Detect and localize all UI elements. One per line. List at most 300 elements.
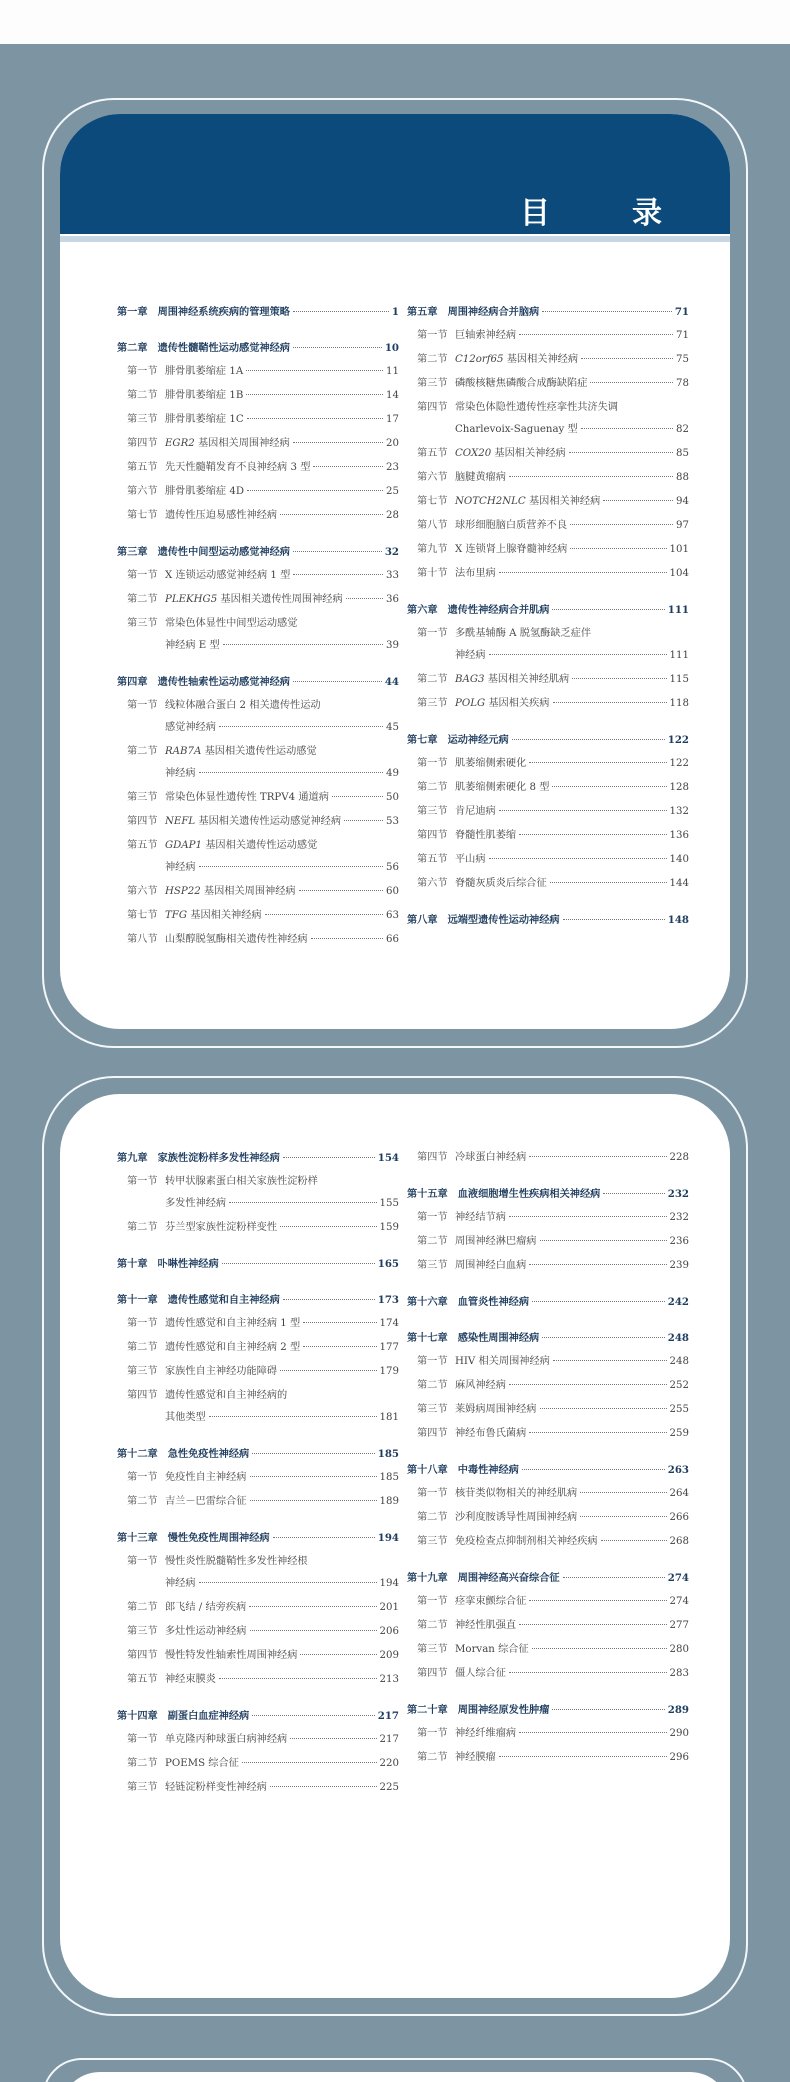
section-entry[interactable] [117, 456, 399, 480]
leader-dots [489, 858, 667, 859]
section-title-line [165, 1216, 399, 1240]
section-number: 第三节 [127, 414, 158, 425]
section-title-line [165, 1776, 399, 1800]
leader-dots [246, 370, 383, 371]
section-entry[interactable] [117, 384, 399, 408]
section-body [455, 1398, 689, 1422]
section-title-line [455, 1206, 689, 1230]
page-number: 118 [669, 698, 689, 709]
section-entry[interactable] [407, 1398, 689, 1422]
chapter-number: 第五章 [407, 306, 438, 318]
section-title-line [165, 1170, 399, 1194]
section-title: 家族性自主神经功能障碍 [165, 1366, 278, 1377]
section-title: 神经病 [455, 650, 486, 661]
page-number: 144 [669, 878, 689, 889]
leader-dots [273, 1537, 375, 1538]
chapter-entry[interactable] [407, 1326, 689, 1350]
section-title: 转甲状腺素蛋白相关家族性淀粉样 [165, 1176, 318, 1187]
section-title: 冷球蛋白神经病 [455, 1152, 527, 1163]
section-title: 沙利度胺诱导性周围神经病 [455, 1512, 578, 1523]
page-number: 75 [676, 354, 689, 365]
section-number: 第一节 [127, 1318, 158, 1329]
section-entry[interactable] [407, 466, 689, 490]
section-title: 遗传性感觉和自主神经病的 [165, 1390, 288, 1401]
section-title-line [165, 1312, 399, 1336]
section-number: 第四节 [127, 1650, 158, 1661]
section-title-line [165, 360, 399, 384]
section-number: 第三节 [127, 1626, 158, 1637]
section-number: 第二节 [127, 746, 158, 757]
section-entry[interactable] [117, 1466, 399, 1490]
section-entry[interactable] [407, 1206, 689, 1230]
page-number: 115 [669, 674, 689, 685]
section-number: 第六节 [417, 878, 448, 889]
section-number: 第三节 [417, 378, 448, 389]
page-number: 189 [379, 1496, 399, 1507]
gene-name: POLG [455, 698, 486, 709]
section-entry[interactable] [117, 1728, 399, 1752]
leader-dots [280, 1370, 376, 1371]
section-number: 第二节 [417, 354, 448, 365]
page-number: 174 [379, 1318, 399, 1329]
page-number: 274 [667, 1572, 689, 1584]
section-entry[interactable] [117, 880, 399, 904]
leader-dots [229, 1202, 376, 1203]
section-body [455, 1590, 689, 1614]
page-number: 259 [669, 1428, 689, 1439]
section-title: BAG3 基因相关神经肌病 [455, 674, 570, 685]
section-entry[interactable] [407, 1746, 689, 1770]
page-number: 49 [386, 768, 399, 779]
chapter-group [117, 1146, 399, 1240]
toc-page-3 [60, 2072, 730, 2082]
section-entry[interactable] [407, 848, 689, 872]
chapter-group [117, 1442, 399, 1514]
section-number: 第一节 [127, 1734, 158, 1745]
page-number: 289 [667, 1704, 689, 1716]
section-entry[interactable] [117, 1216, 399, 1240]
chapter-title: 遗传性髓鞘性运动感觉神经病 [157, 342, 290, 354]
page-number: 194 [377, 1532, 399, 1544]
section-entry[interactable] [117, 1312, 399, 1336]
section-entry[interactable] [117, 480, 399, 504]
toc-column-left [117, 1146, 399, 1800]
page-number: 111 [667, 604, 689, 616]
section-body [165, 384, 399, 408]
section-body [455, 1422, 689, 1446]
chapter-number: 第七章 [407, 734, 438, 746]
chapter-title: 遗传性中间型运动感觉神经病 [157, 546, 290, 558]
chapter-entry[interactable] [407, 1290, 689, 1314]
section-title-line [455, 442, 689, 466]
section-number: 第三节 [417, 1404, 448, 1415]
section-body [455, 372, 689, 396]
section-body [165, 432, 399, 456]
chapter-entry[interactable] [407, 598, 689, 622]
section-body [165, 1312, 399, 1336]
page-number: 277 [669, 1620, 689, 1631]
chapter-entry[interactable] [117, 300, 399, 324]
section-body [455, 872, 689, 896]
page-number: 45 [386, 722, 399, 733]
section-title-line [165, 1644, 399, 1668]
page-number: 1 [391, 306, 399, 318]
toc-column-right [407, 300, 689, 932]
section-entry[interactable] [407, 1254, 689, 1278]
section-entry[interactable] [117, 1170, 399, 1216]
section-body [455, 348, 689, 372]
section-entry[interactable] [117, 408, 399, 432]
gene-name: COX20 [455, 448, 492, 459]
section-entry[interactable] [117, 1550, 399, 1596]
section-title-line [165, 1406, 399, 1430]
leader-dots [553, 702, 667, 703]
section-title: 神经病 E 型 [165, 640, 220, 651]
section-title: 肌萎缩侧索硬化 [455, 758, 527, 769]
leader-dots [265, 914, 383, 915]
page-number: 17 [386, 414, 399, 425]
gene-name: GDAP1 [165, 840, 202, 851]
section-entry[interactable] [407, 538, 689, 562]
section-number: 第八节 [417, 520, 448, 531]
page-number: 225 [379, 1782, 399, 1793]
section-entry[interactable] [117, 432, 399, 456]
section-body [165, 1170, 399, 1216]
section-body [455, 1206, 689, 1230]
chapter-group [407, 1146, 689, 1170]
section-entry[interactable] [407, 872, 689, 896]
chapter-entry[interactable] [117, 336, 399, 360]
section-entry[interactable] [117, 360, 399, 384]
section-entry[interactable] [407, 1146, 689, 1170]
section-title-line [165, 716, 399, 740]
leader-dots [293, 574, 383, 575]
section-title: 周围神经白血病 [455, 1260, 527, 1271]
toc-page-2 [60, 1094, 730, 1998]
page-number: 122 [669, 758, 689, 769]
section-title-line [165, 1466, 399, 1490]
section-entry[interactable] [407, 776, 689, 800]
leader-dots [550, 882, 667, 883]
section-entry[interactable] [117, 928, 399, 952]
leader-dots [219, 1678, 377, 1679]
chapter-group [117, 670, 399, 952]
section-entry[interactable] [407, 1482, 689, 1506]
chapter-entry[interactable] [117, 670, 399, 694]
leader-dots [313, 466, 383, 467]
chapter-entry[interactable] [117, 1526, 399, 1550]
section-entry[interactable] [407, 692, 689, 716]
leader-dots [293, 347, 382, 348]
leader-dots [532, 1301, 665, 1302]
section-title-line [455, 418, 689, 442]
leader-dots [222, 1263, 375, 1264]
section-number: 第二节 [417, 674, 448, 685]
section-entry[interactable] [117, 1668, 399, 1692]
section-title-line [165, 1572, 399, 1596]
leader-dots [601, 1540, 667, 1541]
section-entry[interactable] [407, 372, 689, 396]
chapter-entry[interactable] [407, 1698, 689, 1722]
section-body [165, 1596, 399, 1620]
chapter-entry[interactable] [117, 1146, 399, 1170]
section-body [165, 1490, 399, 1514]
section-entry[interactable] [117, 1360, 399, 1384]
section-entry[interactable] [407, 562, 689, 586]
page-number: 236 [669, 1236, 689, 1247]
page-number: 32 [384, 546, 399, 558]
section-title: 芬兰型家族性淀粉样变性 [165, 1222, 278, 1233]
section-entry[interactable] [117, 904, 399, 928]
section-title: 轻链淀粉样变性神经病 [165, 1782, 267, 1793]
section-title: X 连锁肾上腺脊髓神经病 [455, 544, 568, 555]
leader-dots [283, 1299, 375, 1300]
section-entry[interactable] [117, 1776, 399, 1800]
section-entry[interactable] [407, 1374, 689, 1398]
leader-dots [509, 1672, 667, 1673]
section-entry[interactable] [407, 1590, 689, 1614]
section-body [165, 740, 399, 786]
section-entry[interactable] [407, 1350, 689, 1374]
chapter-entry[interactable] [407, 728, 689, 752]
section-entry[interactable] [407, 1422, 689, 1446]
banner-stripe [60, 236, 730, 242]
section-number: 第七节 [127, 910, 158, 921]
section-title-line [455, 1482, 689, 1506]
section-entry[interactable] [407, 324, 689, 348]
page-number: 255 [669, 1404, 689, 1415]
leader-dots [529, 1264, 666, 1265]
section-title: 球形细胞脑白质营养不良 [455, 520, 568, 531]
chapter-entry[interactable] [117, 540, 399, 564]
section-number: 第七节 [127, 510, 158, 521]
section-entry[interactable] [407, 1662, 689, 1686]
section-title: NEFL 基因相关遗传性运动感觉神经病 [165, 816, 342, 827]
section-title-line [455, 622, 689, 646]
chapter-title: 遗传性轴索性运动感觉神经病 [157, 676, 290, 688]
chapter-group [117, 1288, 399, 1430]
page-number: 71 [674, 306, 689, 318]
section-body [455, 1530, 689, 1554]
chapter-group [407, 1698, 689, 1770]
section-number: 第一节 [127, 1472, 158, 1483]
page-number: 71 [676, 330, 689, 341]
leader-dots [300, 1654, 376, 1655]
section-body [455, 490, 689, 514]
chapter-entry[interactable] [117, 1704, 399, 1728]
chapter-group [407, 728, 689, 896]
section-title-line [165, 694, 399, 718]
chapter-group [117, 1252, 399, 1276]
gene-name: NOTCH2NLC [455, 496, 526, 507]
chapter-group [407, 1566, 689, 1686]
section-entry[interactable] [117, 1490, 399, 1514]
section-entry[interactable] [117, 1596, 399, 1620]
section-title-line [165, 1596, 399, 1620]
section-entry[interactable] [407, 824, 689, 848]
chapter-entry[interactable] [117, 1288, 399, 1312]
section-entry[interactable] [117, 810, 399, 834]
leader-dots [199, 866, 383, 867]
section-title-line [455, 1614, 689, 1638]
section-number: 第五节 [127, 1674, 158, 1685]
leader-dots [489, 654, 667, 655]
section-title: 神经性肌强直 [455, 1620, 517, 1631]
section-number: 第三节 [127, 792, 158, 803]
section-entry[interactable] [117, 694, 399, 740]
section-body [455, 622, 689, 668]
section-entry[interactable] [407, 442, 689, 466]
section-title-line [455, 1662, 689, 1686]
page-number: 206 [379, 1626, 399, 1637]
section-entry[interactable] [407, 514, 689, 538]
section-number: 第三节 [417, 1260, 448, 1271]
section-entry[interactable] [117, 1644, 399, 1668]
section-number: 第二节 [417, 1512, 448, 1523]
leader-dots [280, 1226, 376, 1227]
page-number: 239 [669, 1260, 689, 1271]
section-entry[interactable] [407, 1506, 689, 1530]
leader-dots [532, 1648, 667, 1649]
chapter-number: 第十五章 [407, 1188, 448, 1200]
leader-dots [242, 1762, 377, 1763]
section-number: 第二节 [127, 1758, 158, 1769]
chapter-title: 血管炎性神经病 [457, 1296, 530, 1308]
section-entry[interactable] [117, 1752, 399, 1776]
section-title-line [455, 1722, 689, 1746]
chapter-entry[interactable] [407, 300, 689, 324]
page-number: 136 [669, 830, 689, 841]
section-entry[interactable] [117, 588, 399, 612]
section-entry[interactable] [117, 1384, 399, 1430]
section-entry[interactable] [117, 740, 399, 786]
leader-dots [581, 428, 673, 429]
page-number: 217 [379, 1734, 399, 1745]
section-entry[interactable] [407, 1530, 689, 1554]
page-number: 39 [386, 640, 399, 651]
section-entry[interactable] [117, 1620, 399, 1644]
section-title-line [455, 1590, 689, 1614]
section-body [455, 1146, 689, 1170]
chapter-group [407, 908, 689, 932]
section-title: 其他类型 [165, 1412, 206, 1423]
section-title-line [455, 324, 689, 348]
section-number: 第五节 [127, 840, 158, 851]
section-title-line [165, 1384, 399, 1408]
leader-dots [581, 358, 673, 359]
leader-dots [522, 1469, 665, 1470]
section-entry[interactable] [117, 786, 399, 810]
chapter-number: 第十一章 [117, 1294, 158, 1306]
chapter-entry[interactable] [117, 1442, 399, 1466]
section-entry[interactable] [407, 490, 689, 514]
section-entry[interactable] [117, 1336, 399, 1360]
section-entry[interactable] [117, 504, 399, 528]
section-number: 第三节 [127, 618, 158, 629]
section-entry[interactable] [407, 1614, 689, 1638]
chapter-entry[interactable] [407, 1566, 689, 1590]
section-entry[interactable] [407, 668, 689, 692]
chapter-group [117, 1704, 399, 1800]
section-number: 第一节 [127, 366, 158, 377]
section-number: 第三节 [127, 1782, 158, 1793]
section-entry[interactable] [407, 1638, 689, 1662]
section-title: 常染色体显性中间型运动感觉 [165, 618, 298, 629]
section-number: 第三节 [417, 1536, 448, 1547]
section-entry[interactable] [407, 348, 689, 372]
page-number: 179 [379, 1366, 399, 1377]
section-title-line [455, 490, 689, 514]
section-number: 第二节 [417, 1236, 448, 1247]
page-number: 128 [669, 782, 689, 793]
section-entry[interactable] [117, 564, 399, 588]
chapter-number: 第十三章 [117, 1532, 158, 1544]
section-entry[interactable] [407, 396, 689, 442]
chapter-number: 第一章 [117, 306, 148, 318]
section-body [455, 1662, 689, 1686]
chapter-group [407, 1326, 689, 1446]
section-entry[interactable] [407, 752, 689, 776]
leader-dots [603, 500, 673, 501]
leader-dots [512, 739, 665, 740]
section-entry[interactable] [407, 622, 689, 668]
section-title-line [455, 872, 689, 896]
section-number: 第五节 [127, 462, 158, 473]
leader-dots [580, 1516, 666, 1517]
chapter-title: 卟啉性神经病 [157, 1258, 219, 1270]
section-body [165, 1728, 399, 1752]
section-entry[interactable] [407, 800, 689, 824]
page-number: 268 [669, 1536, 689, 1547]
section-title: 感觉神经病 [165, 722, 216, 733]
section-title: 免疫性自主神经病 [165, 1472, 247, 1483]
chapter-entry[interactable] [407, 908, 689, 932]
chapter-entry[interactable] [407, 1182, 689, 1206]
leader-dots [346, 598, 383, 599]
section-entry[interactable] [117, 612, 399, 658]
section-title: POLG 基因相关疾病 [455, 698, 550, 709]
page-number: 122 [667, 734, 689, 746]
page-number: 97 [676, 520, 689, 531]
section-title-line [455, 1638, 689, 1662]
section-entry[interactable] [407, 1230, 689, 1254]
section-number: 第六节 [127, 886, 158, 897]
section-title-line [165, 432, 399, 456]
leader-dots [553, 1360, 667, 1361]
section-title-line [455, 1506, 689, 1530]
leader-dots [499, 572, 667, 573]
section-entry[interactable] [407, 1722, 689, 1746]
section-title: 线粒体融合蛋白 2 相关遗传性运动 [165, 700, 321, 711]
leader-dots [293, 311, 389, 312]
leader-dots [552, 786, 666, 787]
section-number: 第一节 [417, 1596, 448, 1607]
section-title: 神经病 [165, 768, 196, 779]
page-number: 148 [667, 914, 689, 926]
leader-dots [199, 1582, 377, 1583]
section-body [165, 1216, 399, 1240]
section-title: COX20 基因相关神经病 [455, 448, 566, 459]
section-body [455, 442, 689, 466]
chapter-entry[interactable] [117, 1252, 399, 1276]
section-body [455, 538, 689, 562]
leader-dots [293, 551, 382, 552]
chapter-entry[interactable] [407, 1458, 689, 1482]
section-title-line [165, 504, 399, 528]
section-entry[interactable] [117, 834, 399, 880]
section-title-line [165, 564, 399, 588]
leader-dots [252, 1453, 374, 1454]
